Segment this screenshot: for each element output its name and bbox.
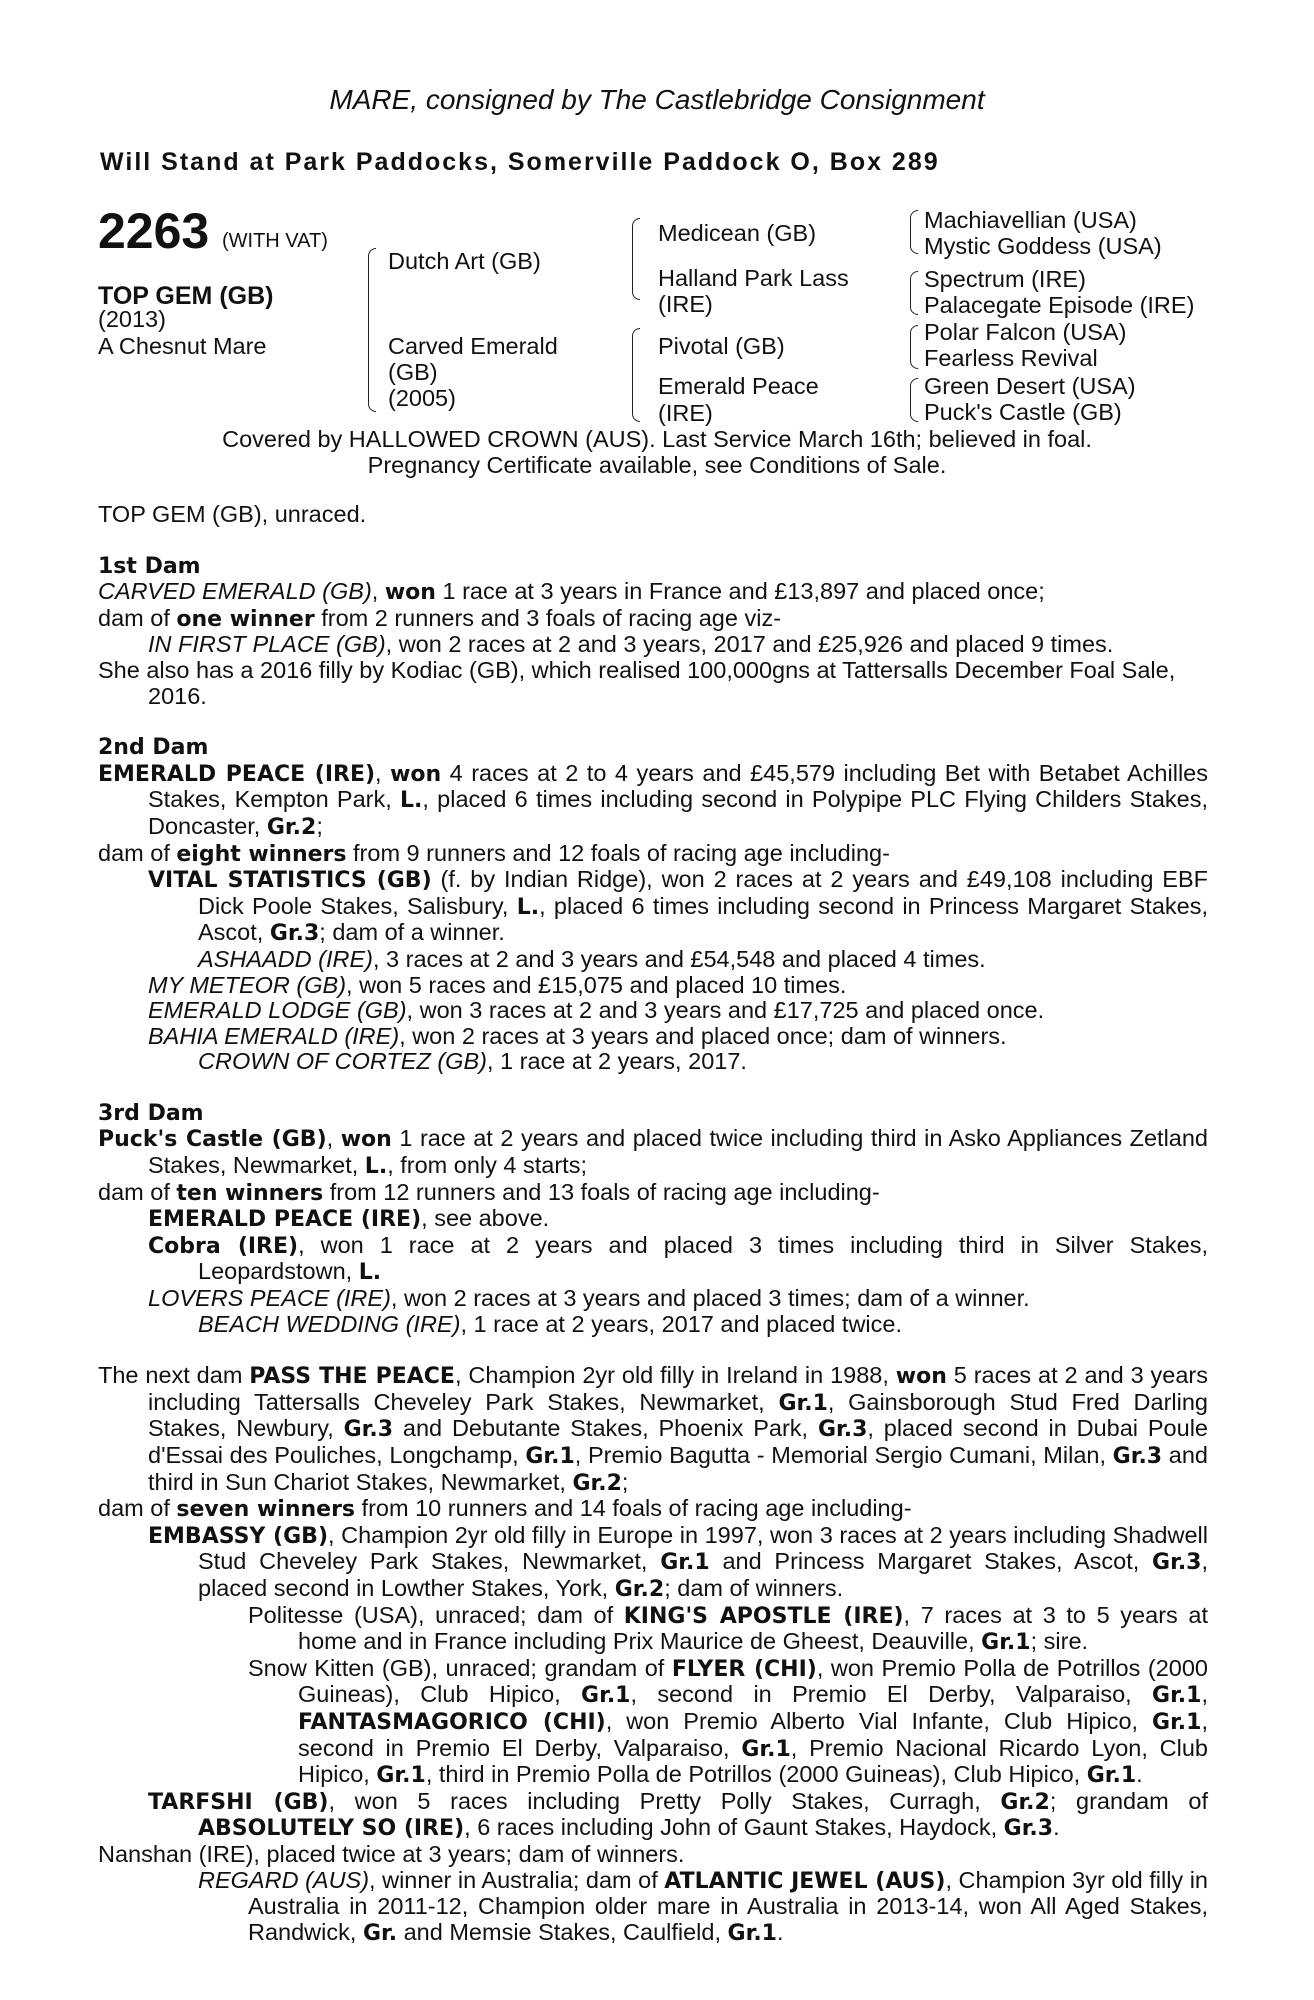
- text: , won 1 race at 2 years and placed 3 times including third in Silver Stakes, Leopardstown,: [198, 1231, 1208, 1285]
- horse-name: FLYER (CHI): [671, 1656, 817, 1682]
- text: Politesse (USA), unraced; dam of: [248, 1601, 624, 1628]
- text: , 3 races at 2 and 3 years and £54,548 and placed 4 times.: [372, 945, 986, 972]
- grade: Gr.1: [727, 1920, 777, 1946]
- text: , 1 race at 2 years, 2017 and placed twice.: [460, 1310, 902, 1337]
- catalogue-body: [98, 502, 1208, 1946]
- dam-name: CARVED EMERALD (GB): [98, 578, 372, 605]
- pedigree-sd-line1: Halland Park Lass: [658, 265, 849, 291]
- third-dam-heading: 3rd Dam: [98, 1100, 204, 1126]
- text: , Premio Nacional Ricardo Lyon, Club Hipico,: [298, 1734, 1208, 1788]
- list-item: [98, 867, 1208, 947]
- second-dam-produce: [98, 841, 1208, 868]
- text: The next dam: [98, 1362, 250, 1389]
- text: and Princess Margaret Stakes, Ascot,: [709, 1548, 1153, 1575]
- text: ; sire.: [1030, 1628, 1089, 1655]
- grade: Gr.2: [614, 1576, 665, 1602]
- pedigree-dam-line3: (2005): [388, 385, 456, 411]
- second-dam-heading: 2nd Dam: [98, 735, 209, 761]
- text: ; dam of a winner.: [319, 919, 505, 946]
- covered-by: Covered by HALLOWED CROWN (AUS). Last Service March 16th; believed in foal.: [222, 426, 1092, 452]
- grade: Gr.3: [343, 1417, 394, 1443]
- text: dam of: [98, 604, 177, 631]
- text: from 10 runners and 14 foals of racing age including-: [355, 1495, 912, 1522]
- grade: Gr.2: [1000, 1789, 1050, 1815]
- pedigree-sdd: Palacegate Episode (IRE): [924, 292, 1195, 318]
- pedigree-brace: [910, 325, 918, 369]
- won: won: [340, 1127, 392, 1153]
- horse-name: ABSOLUTELY SO (IRE): [198, 1816, 465, 1842]
- next-dam-produce: [98, 1496, 1208, 1523]
- text: 1 race at 3 years in France and £13,897 and placed once;: [435, 578, 1045, 605]
- dam-name: PASS THE PEACE: [249, 1364, 455, 1390]
- text: , won 5 races and £15,075 and placed 10 times.: [346, 971, 847, 998]
- horse-name: EMBASSY (GB): [148, 1523, 328, 1549]
- won: won: [384, 580, 436, 606]
- horse-name: TARFSHI (GB): [148, 1789, 329, 1815]
- winners: seven winners: [176, 1497, 356, 1523]
- text: and Debutante Stakes, Phoenix Park,: [393, 1415, 818, 1442]
- horse-name: ATLANTIC JEWEL (AUS): [664, 1868, 946, 1894]
- pedigree-dd-line2: (IRE): [658, 400, 713, 426]
- grade: Gr.1: [660, 1550, 710, 1576]
- list-item: [98, 1049, 1208, 1075]
- pedigree-ddd: Puck's Castle (GB): [924, 399, 1122, 425]
- pedigree-dds: Green Desert (USA): [924, 373, 1136, 399]
- text: ;: [621, 1468, 629, 1495]
- text: dam of: [98, 839, 177, 866]
- text: Snow Kitten (GB), unraced; grandam of: [248, 1654, 672, 1681]
- list-item: [98, 973, 1208, 999]
- grade: Gr.1: [1152, 1683, 1202, 1709]
- grade: Gr.1: [581, 1683, 631, 1709]
- horse-name: EMERALD PEACE (IRE): [148, 1207, 422, 1233]
- filly-note: She also has a 2016 filly by Kodiac (GB), which realised 100,000gns at Tattersalls December Foal Sale, 2016.: [98, 656, 1176, 709]
- text: (f. by Indian Ridge), won 2 races at 2 years and £49,108 including EBF Dick Poole Stakes, Salisbury,: [198, 866, 1208, 919]
- sep: ,: [326, 1125, 341, 1152]
- pedigree-sd-line2: (IRE): [658, 291, 713, 317]
- grade: Gr.2: [572, 1470, 622, 1496]
- list-item: [98, 1233, 1208, 1286]
- horse-name: MY METEOR (GB): [148, 971, 347, 998]
- text: dam of: [98, 1178, 177, 1205]
- pedigree-dam-line2: (GB): [388, 359, 438, 385]
- text: , placed second in Lowther Stakes, York,: [198, 1548, 1209, 1601]
- lot-number: 2263: [98, 203, 210, 259]
- dam-name: EMERALD PEACE (IRE): [98, 761, 376, 787]
- text: .: [1136, 1761, 1143, 1788]
- horse-name: EMERALD LODGE (GB): [148, 997, 407, 1024]
- pedigree-brace: [910, 378, 918, 422]
- pedigree-sss: Machiavellian (USA): [924, 207, 1137, 233]
- text: ,: [1201, 1681, 1208, 1708]
- text: , won 2 races at 2 and 3 years, 2017 and £25,926 and placed 9 times.: [385, 631, 1114, 658]
- text: , Champion 2yr old filly in Ireland in 1988,: [454, 1362, 896, 1389]
- vat-label: (WITH VAT): [222, 230, 328, 252]
- horse-name: BEACH WEDDING (IRE): [198, 1310, 461, 1337]
- grade: Gr.3: [1112, 1444, 1163, 1469]
- list-item: [98, 1603, 1208, 1656]
- listed: L.: [516, 894, 540, 920]
- text: and third in Sun Chariot Stakes, Newmarket,: [148, 1442, 1208, 1495]
- text: dam of: [98, 1495, 177, 1522]
- grade: Gr.1: [981, 1630, 1031, 1656]
- dam-name: Puck's Castle (GB): [98, 1127, 327, 1153]
- pedigree-brace: [632, 328, 640, 422]
- text: , placed second in Dubai Poule d'Essai des Pouliches, Longchamp,: [148, 1415, 1208, 1468]
- grade: Gr.1: [525, 1444, 575, 1469]
- text: , Premio Bagutta - Memorial Sergio Cumani, Milan,: [574, 1442, 1113, 1468]
- text: 4 races at 2 to 4 years and £45,579 including Bet with Betabet Achilles Stakes, Kempton Park,: [148, 759, 1208, 813]
- pedigree-ss: Medicean (GB): [658, 220, 817, 246]
- grade: Gr.1: [376, 1763, 426, 1789]
- text: , Champion 2yr old filly in Europe in 1997, won 3 races at 2 years including Shadwell Stud Cheveley Park Stakes, Newmarket,: [198, 1521, 1208, 1575]
- text: , second in Premio El Derby, Valparaiso,: [298, 1707, 1208, 1761]
- second-dam-record: [98, 761, 1208, 841]
- grade: Gr.1: [741, 1736, 791, 1762]
- text: .: [1053, 1814, 1060, 1841]
- text: from 9 runners and 12 foals of racing age including-: [346, 839, 890, 866]
- won: won: [390, 761, 442, 787]
- pedigree-brace: [910, 271, 918, 315]
- text: , won Premio Polla de Potrillos (2000 Guineas), Club Hipico,: [298, 1654, 1208, 1708]
- grade: Gr.3: [817, 1417, 868, 1443]
- won: won: [895, 1364, 947, 1390]
- text: ;: [316, 812, 323, 839]
- horse-name: Cobra (IRE): [148, 1233, 299, 1259]
- list-item: [98, 1523, 1208, 1603]
- winners: one winner: [176, 606, 315, 632]
- listed: L.: [400, 788, 423, 814]
- text: , placed 6 times including second in Princess Margaret Stakes, Ascot,: [198, 892, 1208, 946]
- list-item: [98, 1286, 1208, 1312]
- horse-name: ASHAADD (IRE): [198, 945, 373, 972]
- text: , won Premio Alberto Vial Infante, Club Hipico,: [605, 1707, 1153, 1734]
- grade: Gr.1: [1152, 1709, 1202, 1735]
- text: from 12 runners and 13 foals of racing age including-: [323, 1178, 880, 1205]
- first-dam-produce: [98, 606, 1208, 633]
- text: , see above.: [421, 1205, 550, 1232]
- text: , won 5 races including Pretty Polly Stakes, Curragh,: [328, 1787, 1001, 1814]
- listed: L.: [358, 1260, 382, 1286]
- winners: ten winners: [176, 1180, 324, 1206]
- sep: ,: [375, 759, 391, 786]
- pedigree-sds: Spectrum (IRE): [924, 266, 1086, 292]
- text: , third in Premio Polla de Potrillos (2000 Guineas), Club Hipico,: [425, 1761, 1087, 1788]
- list-item: [98, 947, 1208, 973]
- grade: Gr.1: [778, 1390, 828, 1416]
- horse-name: FANTASMAGORICO (CHI): [298, 1709, 606, 1735]
- list-item: [98, 1206, 1208, 1233]
- text: , second in Premio El Derby, Valparaiso,: [630, 1681, 1153, 1708]
- list-item: [98, 632, 1208, 658]
- horse-name: LOVERS PEACE (IRE): [148, 1285, 391, 1312]
- third-dam-record: [98, 1126, 1208, 1179]
- listed: L.: [364, 1154, 388, 1180]
- horse-name: REGARD (AUS): [198, 1866, 370, 1893]
- text: , won 3 races at 2 and 3 years and £17,725 and placed once.: [406, 997, 1045, 1024]
- text: from 2 runners and 3 foals of racing age viz-: [314, 604, 782, 631]
- pedigree-brace: [632, 218, 640, 300]
- text: , 1 race at 2 years, 2017.: [486, 1048, 747, 1075]
- text: , 7 races at 3 to 5 years at home and in France including Prix Maurice de Gheest, Deauville,: [298, 1601, 1208, 1655]
- pedigree-dd-line1: Emerald Peace: [658, 373, 819, 399]
- stand-location: Will Stand at Park Paddocks, Somerville Paddock O, Box 289: [100, 148, 940, 176]
- pedigree-dsd: Fearless Revival: [924, 345, 1098, 371]
- text: 5 races at 2 and 3 years including Tattersalls Cheveley Park Stakes, Newmarket,: [148, 1362, 1208, 1415]
- list-item: Nanshan (IRE), placed twice at 3 years; dam of winners.: [98, 1840, 685, 1867]
- pedigree-ssd: Mystic Goddess (USA): [924, 233, 1162, 259]
- winners: eight winners: [176, 841, 347, 867]
- grade: Gr.3: [1152, 1550, 1202, 1576]
- text: , won 2 races at 3 years and placed 3 times; dam of a winner.: [390, 1285, 1030, 1312]
- horse-name: CROWN OF CORTEZ (GB): [198, 1048, 487, 1075]
- text: , Champion 3yr old filly in Australia in 2011-12, Champion older mare in Australia in 2013-14, won All Aged Stakes, Randwick,: [248, 1866, 1208, 1945]
- pedigree-brace: [910, 210, 918, 254]
- pedigree-ds: Pivotal (GB): [658, 333, 785, 359]
- grade: Gr.: [362, 1920, 398, 1946]
- text: ; dam of winners.: [664, 1574, 844, 1601]
- list-item: [98, 1868, 1208, 1947]
- text: ; grandam of: [1049, 1787, 1209, 1814]
- horse-name: BAHIA EMERALD (IRE): [148, 1022, 400, 1049]
- next-dam-record: [98, 1363, 1208, 1496]
- pedigree-dam-line1: Carved Emerald: [388, 333, 558, 359]
- text: , won 2 races at 3 years and placed once; dam of winners.: [399, 1022, 1007, 1049]
- list-item: [98, 998, 1208, 1024]
- horse-name: TOP GEM (GB): [98, 282, 274, 310]
- list-item: [98, 1024, 1208, 1050]
- first-dam-heading: 1st Dam: [98, 553, 201, 579]
- horse-description: A Chesnut Mare: [98, 333, 267, 359]
- text: .: [776, 1918, 784, 1945]
- sep: ,: [371, 578, 385, 605]
- horse-year: (2013): [98, 306, 166, 332]
- horse-name: VITAL STATISTICS (GB): [148, 868, 432, 894]
- pregnancy-certificate: Pregnancy Certificate available, see Conditions of Sale.: [367, 452, 947, 478]
- unraced-note: TOP GEM (GB), unraced.: [98, 501, 367, 527]
- list-item: [98, 1312, 1208, 1338]
- horse-name: IN FIRST PLACE (GB): [148, 631, 386, 658]
- first-dam-record: [98, 579, 1208, 606]
- text: , winner in Australia; dam of: [369, 1866, 665, 1893]
- horse-name: KING'S APOSTLE (IRE): [623, 1603, 904, 1629]
- grade: Gr.3: [269, 921, 320, 947]
- list-item: [98, 1789, 1208, 1842]
- text: , from only 4 starts;: [387, 1152, 587, 1179]
- text: 1 race at 2 years and placed twice including third in Asko Appliances Zetland Stakes, Newmarket,: [148, 1125, 1209, 1179]
- grade: Gr.3: [1003, 1816, 1054, 1842]
- list-item: [98, 1656, 1208, 1789]
- pedigree-brace: [368, 248, 376, 412]
- grade: Gr.2: [266, 814, 317, 840]
- third-dam-produce: [98, 1180, 1208, 1207]
- text: , 6 races including John of Gaunt Stakes, Haydock,: [464, 1814, 1004, 1841]
- text: , placed 6 times including second in Polypipe PLC Flying Childers Stakes, Doncaster,: [148, 786, 1208, 839]
- page-title: MARE, consigned by The Castlebridge Consignment: [329, 84, 985, 115]
- pedigree-dss: Polar Falcon (USA): [924, 319, 1127, 345]
- text: , Gainsborough Stud Fred Darling Stakes, Newbury,: [148, 1388, 1208, 1442]
- pedigree-sire: Dutch Art (GB): [388, 248, 541, 274]
- text: and Memsie Stakes, Caulfield,: [397, 1918, 728, 1945]
- grade: Gr.1: [1086, 1763, 1137, 1789]
